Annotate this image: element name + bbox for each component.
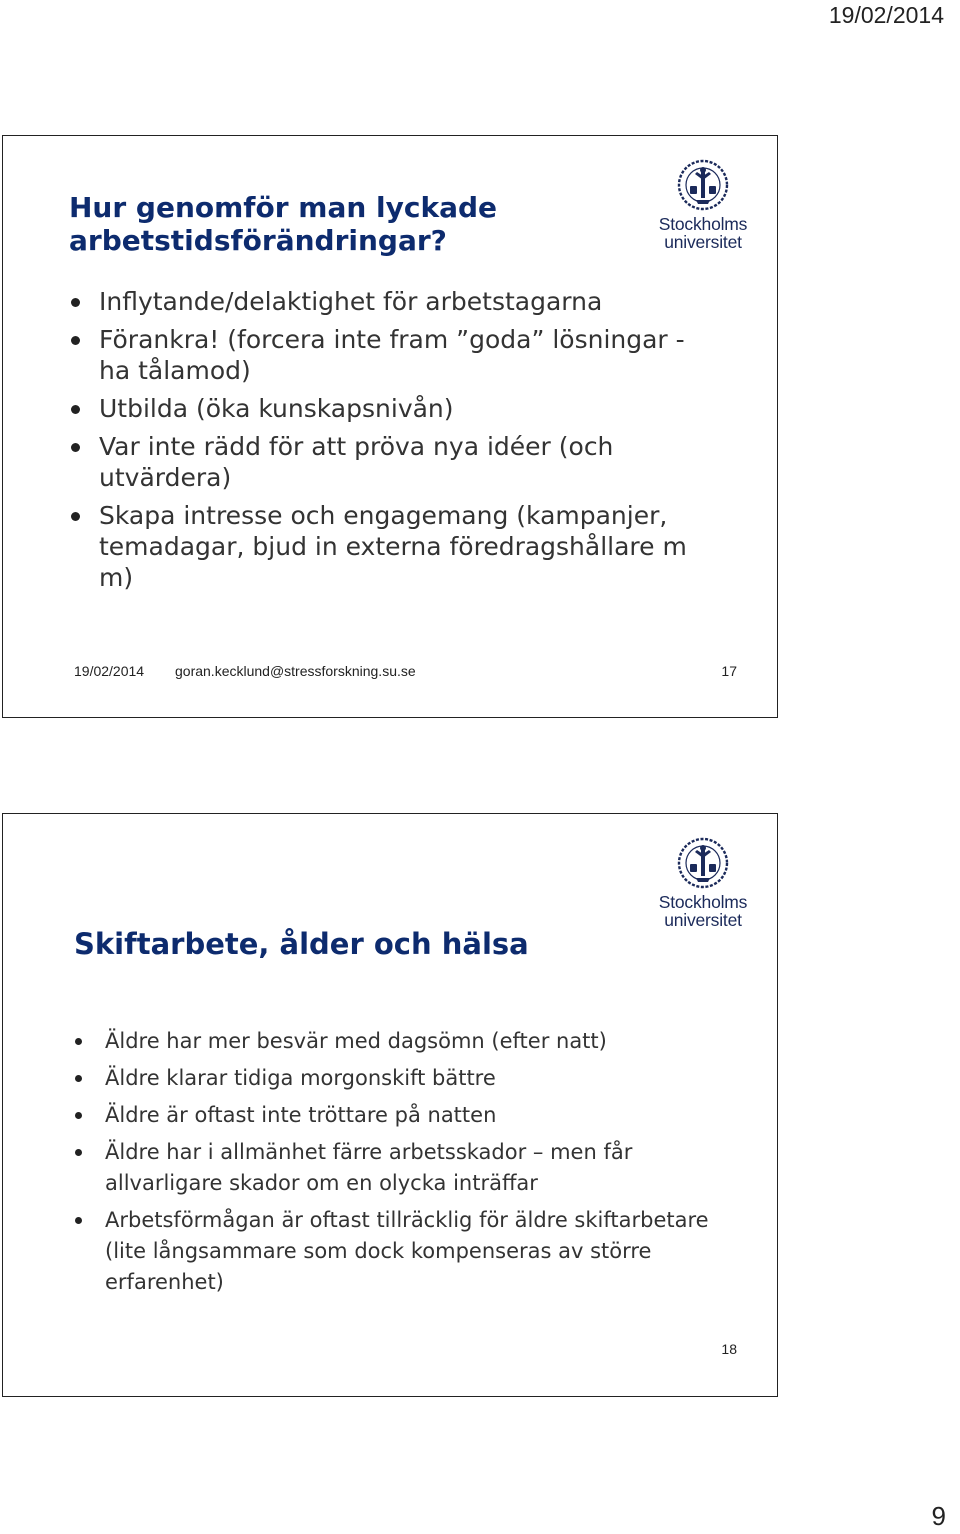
bullet-text: Var inte rädd för att pröva nya idéer (och utvärdera) (99, 432, 614, 492)
bullet-list (74, 1026, 714, 1304)
bullet-text: Utbilda (öka kunskapsnivån) (99, 394, 454, 423)
bullet-icon (75, 1149, 82, 1156)
bullet-icon (71, 336, 80, 345)
bullet-text: Äldre är oftast inte tröttare på natten (105, 1103, 497, 1127)
footer-date: 19/02/2014 (74, 663, 145, 679)
bullet-text: Arbetsförmågan är oftast tillräcklig för äldre skiftarbetare (lite långsammare som dock kompenseras av större erfarenhet) (105, 1208, 709, 1294)
logo-name-line1: Stockholms (658, 214, 748, 234)
footer-email: goran.kecklund@stressforskning.su.se (175, 663, 416, 679)
list-item (69, 393, 719, 424)
bullet-text: Äldre klarar tidiga morgonskift bättre (105, 1066, 496, 1090)
slide-title: Hur genomför man lyckade arbetstidsförändringar? (69, 191, 498, 257)
bullet-text: Skapa intresse och engagemang (kampanjer, temadagar, bjud in externa föredragshållare m m) (99, 501, 687, 592)
list-item (74, 1063, 714, 1094)
list-item (69, 431, 719, 493)
logo-name-line1: Stockholms (658, 892, 748, 912)
page-header-date: 19/02/2014 (828, 2, 944, 28)
list-item (74, 1100, 714, 1131)
bullet-icon (75, 1112, 82, 1119)
list-item (74, 1205, 714, 1298)
slide-18 (2, 813, 778, 1397)
bullet-icon (75, 1038, 82, 1045)
university-logo (651, 156, 755, 250)
bullet-text: Inflytande/delaktighet för arbetstagarna (99, 287, 603, 316)
bullet-text: Förankra! (forcera inte fram ”goda” lösningar - ha tålamod) (99, 325, 685, 385)
bullet-icon (71, 443, 80, 452)
slide-number: 17 (721, 663, 737, 679)
list-item (69, 500, 719, 593)
bullet-icon (71, 298, 80, 307)
list-item (69, 324, 719, 386)
slide-title: Skiftarbete, ålder och hälsa (74, 927, 529, 961)
list-item (74, 1137, 714, 1199)
bullet-text: Äldre har i allmänhet färre arbetsskador – men får allvarligare skador om en olycka inträffar (105, 1140, 633, 1195)
bullet-list (69, 286, 719, 600)
slide-number: 18 (721, 1341, 737, 1357)
bullet-icon (75, 1217, 82, 1224)
stockholm-university-seal-icon (672, 834, 734, 892)
slide-17 (2, 135, 778, 718)
page-number: 9 (931, 1501, 946, 1531)
list-item (69, 286, 719, 317)
logo-name-line2: universitet (664, 232, 742, 252)
bullet-text: Äldre har mer besvär med dagsömn (efter natt) (105, 1029, 607, 1053)
stockholm-university-seal-icon (672, 156, 734, 214)
logo-name-line2: universitet (664, 910, 742, 930)
university-logo (651, 834, 755, 928)
list-item (74, 1026, 714, 1057)
bullet-icon (75, 1075, 82, 1082)
bullet-icon (71, 405, 80, 414)
bullet-icon (71, 512, 80, 521)
